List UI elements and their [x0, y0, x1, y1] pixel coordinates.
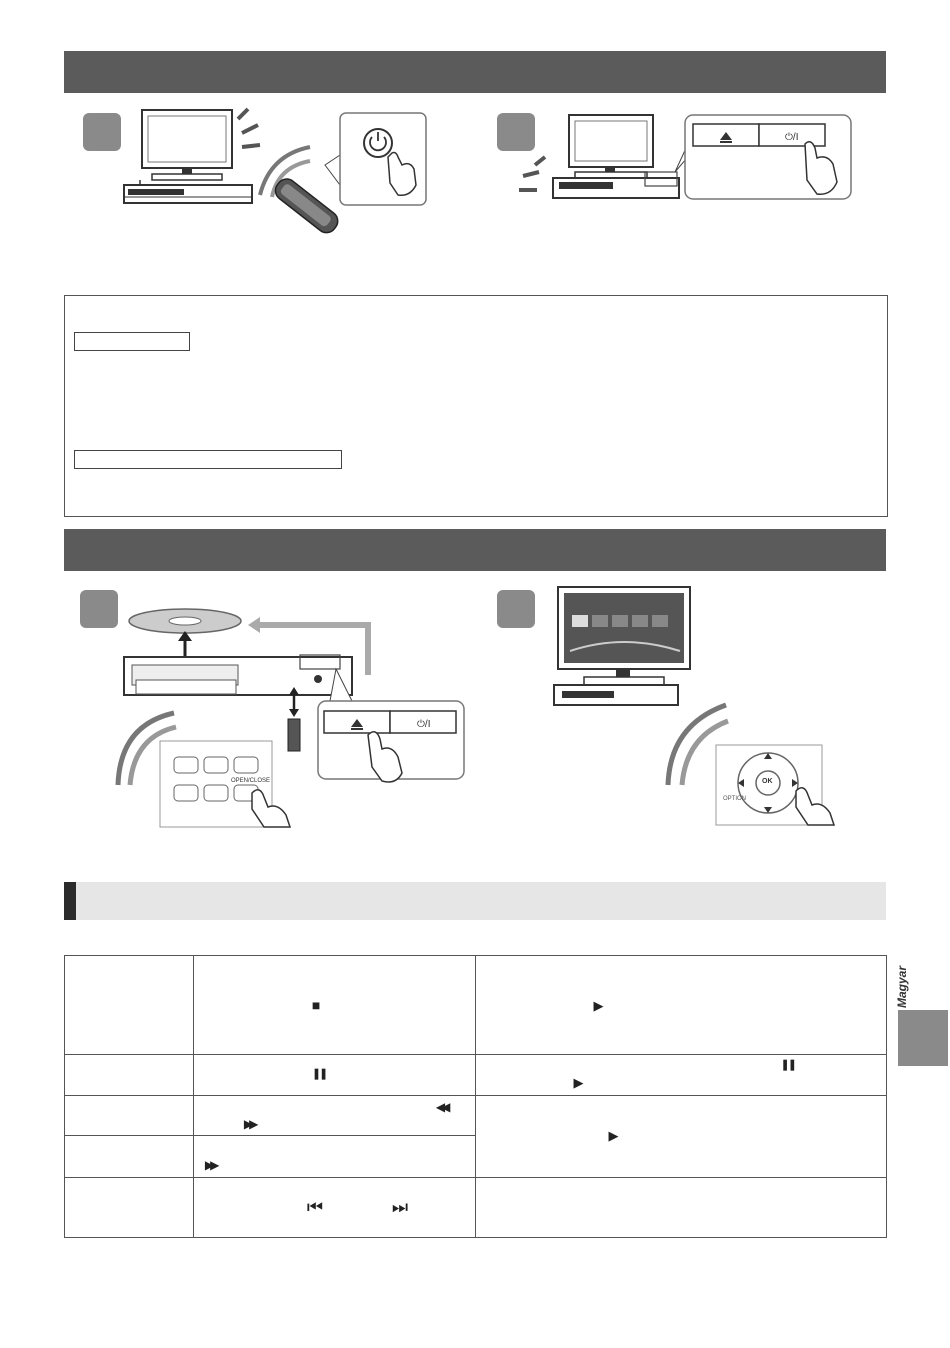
section-header-power	[64, 51, 886, 93]
power-on-remote-illustration	[110, 105, 440, 235]
table-row	[65, 956, 887, 1055]
table-cell	[193, 1055, 475, 1096]
language-label-text: Magyar	[895, 965, 909, 1008]
skip-back-icon: ⏮	[306, 1197, 324, 1217]
open-close-label: OPEN/CLOSE	[231, 778, 271, 784]
subsection-bar-accent	[64, 882, 76, 920]
table-cell	[193, 956, 475, 1055]
table-cell	[193, 1178, 475, 1238]
table-cell	[475, 956, 887, 1055]
table-row	[65, 1055, 887, 1096]
table-cell	[65, 956, 194, 1055]
language-side-label	[895, 958, 919, 1008]
table-row	[65, 1178, 887, 1238]
language-side-tab	[898, 1010, 948, 1066]
pause-icon: ❚❚	[311, 1068, 327, 1080]
home-menu-illustration	[550, 585, 850, 830]
power-on-unit-illustration	[505, 110, 855, 210]
play-icon: ▶	[573, 1075, 584, 1090]
skip-forward-icon: ⏭	[391, 1197, 409, 1217]
info-box-heading-frame	[74, 332, 190, 351]
option-label: OPTION	[723, 796, 747, 802]
svg-text:⏻/I: ⏻/I	[785, 132, 799, 143]
table-cell	[475, 1055, 887, 1096]
table-cell	[193, 1096, 475, 1136]
step-badge-menu	[497, 590, 535, 628]
insert-disc-illustration	[100, 595, 470, 830]
info-box	[64, 295, 888, 517]
table-cell	[65, 1178, 194, 1238]
table-cell	[475, 1178, 887, 1238]
table-row	[65, 1096, 887, 1136]
pause-icon: ❚❚	[780, 1059, 795, 1071]
ok-label: OK	[762, 778, 773, 785]
rewind-icon: ◀◀	[435, 1100, 447, 1114]
section-header-disc-insert	[64, 529, 886, 571]
table-cell	[65, 1055, 194, 1096]
info-box-subheading-frame	[74, 450, 342, 469]
table-cell	[193, 1136, 475, 1178]
table-cell	[475, 1096, 887, 1178]
table-cell	[65, 1096, 194, 1136]
svg-text:⏻/I: ⏻/I	[417, 719, 431, 730]
fast-forward-icon: ▶▶	[243, 1117, 255, 1131]
fast-forward-icon: ▶▶	[204, 1158, 216, 1172]
subsection-bar-operations	[64, 882, 886, 920]
stop-icon: ■	[311, 997, 321, 1013]
table-cell	[65, 1136, 194, 1178]
operations-table	[64, 955, 887, 1238]
play-icon: ▶	[608, 1128, 619, 1143]
play-icon: ▶	[593, 998, 604, 1013]
